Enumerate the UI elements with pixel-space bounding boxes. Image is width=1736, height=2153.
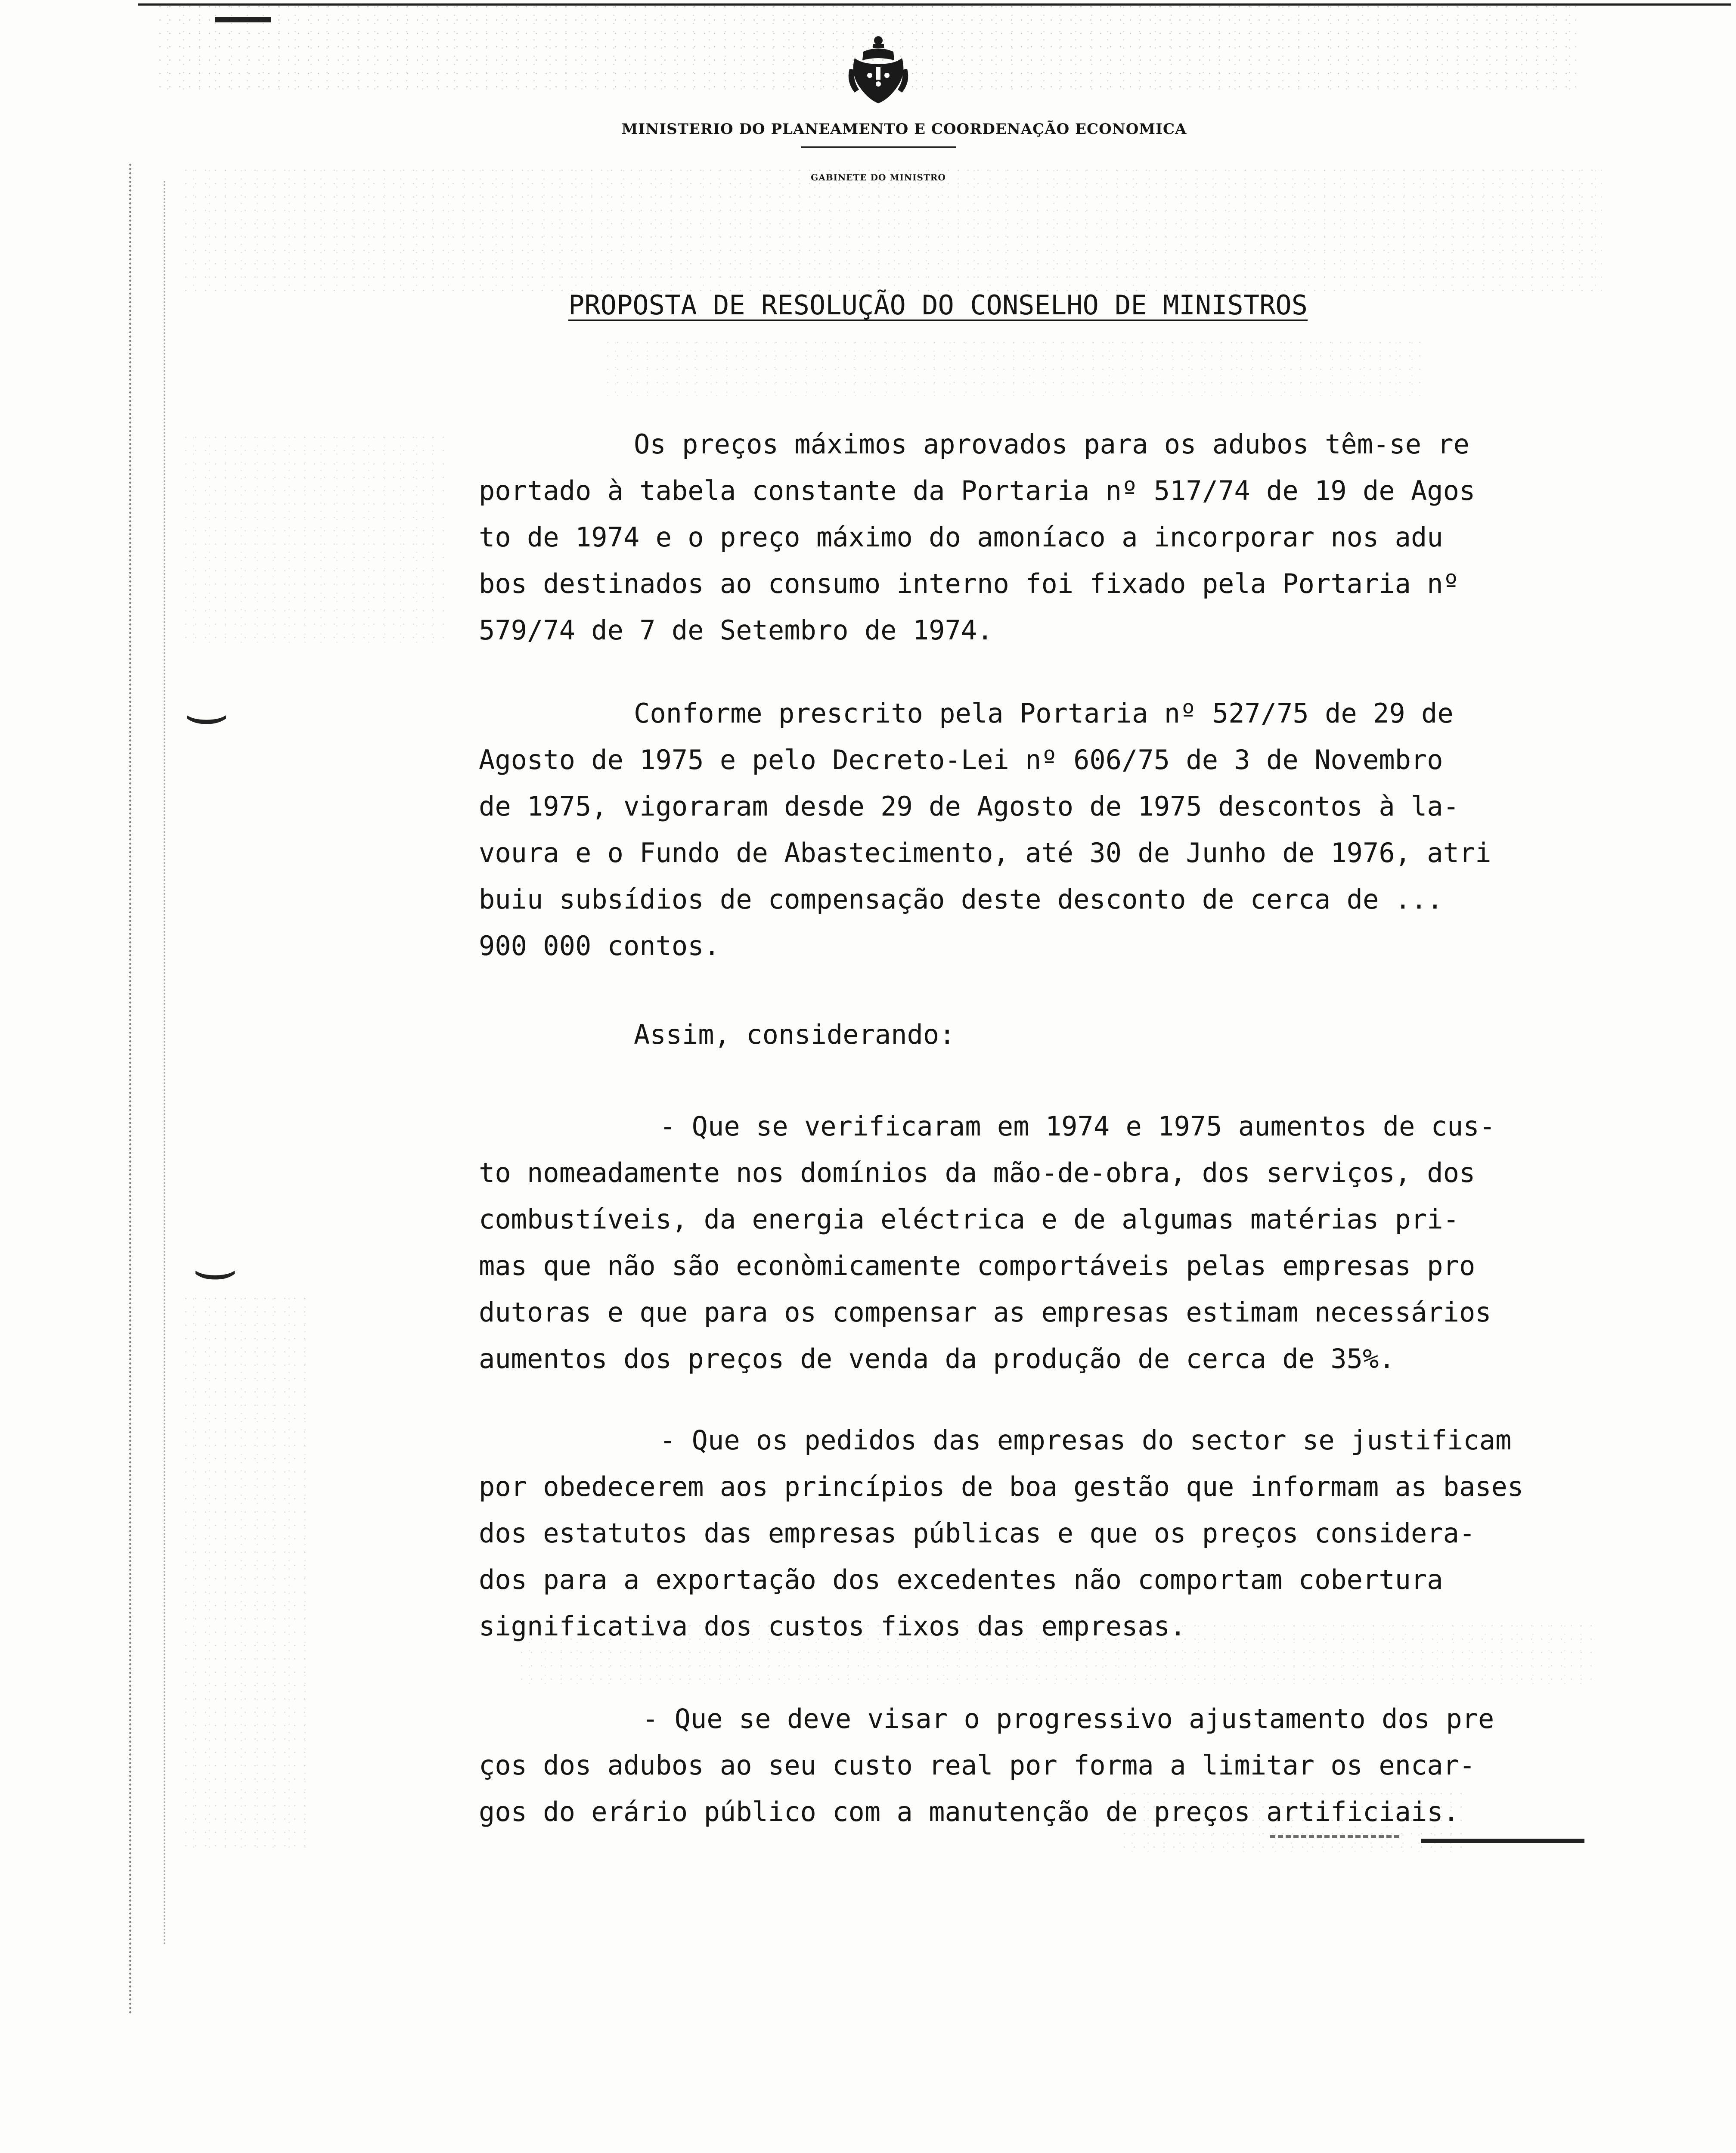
- text-line: - Que se deve visar o progressivo ajustamento dos pre: [642, 1703, 1494, 1734]
- text-line: combustíveis, da energia eléctrica e de algumas matérias pri-: [479, 1204, 1459, 1235]
- text-line: - Que se verificaram em 1974 e 1975 aumentos de cus-: [660, 1111, 1496, 1142]
- text-line: de 1975, vigoraram desde 29 de Agosto de 1975 descontos à la-: [479, 791, 1459, 822]
- cabinet-heading: GABINETE DO MINISTRO: [811, 172, 946, 183]
- text-line: dos estatutos das empresas públicas e que os preços considera-: [479, 1517, 1476, 1549]
- margin-mark: ⌣: [183, 685, 230, 745]
- text-line: 579/74 de 7 de Setembro de 1974.: [479, 614, 993, 646]
- text-line: gos do erário público com a manutenção de preços artificiais.: [479, 1796, 1459, 1827]
- paragraph-prices: [479, 421, 1572, 654]
- text-line: Assim, considerando:: [634, 1019, 955, 1050]
- paragraph-cost-increases: [479, 1103, 1572, 1382]
- scan-edge-bottom: [1421, 1839, 1584, 1843]
- text-line: aumentos dos preços de venda da produção de cerca de 35%.: [479, 1343, 1395, 1374]
- document-title: PROPOSTA DE RESOLUÇÃO DO CONSELHO DE MINISTROS: [568, 289, 1308, 321]
- text-line: dutoras e que para os compensar as empresas estimam necessários: [479, 1297, 1491, 1328]
- paragraph-discounts: [479, 690, 1572, 969]
- coat-of-arms-icon: [846, 34, 911, 108]
- text-line: portado à tabela constante da Portaria nº 517/74 de 19 de Agos: [479, 475, 1476, 506]
- text-line: Conforme prescrito pela Portaria nº 527/75 de 29 de: [634, 698, 1454, 729]
- text-line: Agosto de 1975 e pelo Decreto-Lei nº 606/75 de 3 de Novembro: [479, 744, 1443, 776]
- text-line: dos para a exportação dos excedentes não comportam cobertura: [479, 1564, 1443, 1595]
- paragraph-price-adjustment: [479, 1696, 1572, 1835]
- text-line: significativa dos custos fixos das empresas.: [479, 1610, 1186, 1642]
- text-line: ços dos adubos ao seu custo real por forma a limitar os encar-: [479, 1750, 1476, 1781]
- scan-edge-left-inner: [164, 181, 166, 1946]
- scan-noise-header: [181, 164, 1602, 293]
- scan-noise-title: [603, 336, 1421, 396]
- text-line: buiu subsídios de compensação deste desconto de cerca de ...: [479, 884, 1443, 915]
- scan-noise-margin: [181, 431, 448, 646]
- text-line: 900 000 contos.: [479, 930, 720, 962]
- scan-edge-left: [129, 164, 213, 2015]
- text-line: Os preços máximos aprovados para os adubos têm-se re: [634, 428, 1470, 460]
- heading-rule: [801, 146, 956, 148]
- text-line: to nomeadamente nos domínios da mão-de-obra, dos serviços, dos: [479, 1157, 1476, 1188]
- paragraph-considering: [479, 1011, 1572, 1058]
- ministry-heading: MINISTERIO DO PLANEAMENTO E COORDENAÇÃO ECONOMICA: [621, 121, 1187, 138]
- text-line: - Que os pedidos das empresas do sector se justificam: [660, 1424, 1512, 1456]
- text-line: voura e o Fundo de Abastecimento, até 30 de Junho de 1976, atri: [479, 837, 1491, 869]
- margin-mark: ⌣: [191, 1240, 239, 1300]
- paragraph-company-requests: [479, 1417, 1572, 1650]
- text-line: to de 1974 e o preço máximo do amoníaco a incorporar nos adu: [479, 521, 1443, 553]
- text-line: por obedecerem aos princípios de boa gestão que informam as bases: [479, 1471, 1524, 1502]
- scan-edge-bottom-dashed: [1270, 1835, 1399, 1838]
- text-line: mas que não são econòmicamente comportáveis pelas empresas pro: [479, 1250, 1476, 1281]
- text-line: bos destinados ao consumo interno foi fixado pela Portaria nº: [479, 568, 1459, 599]
